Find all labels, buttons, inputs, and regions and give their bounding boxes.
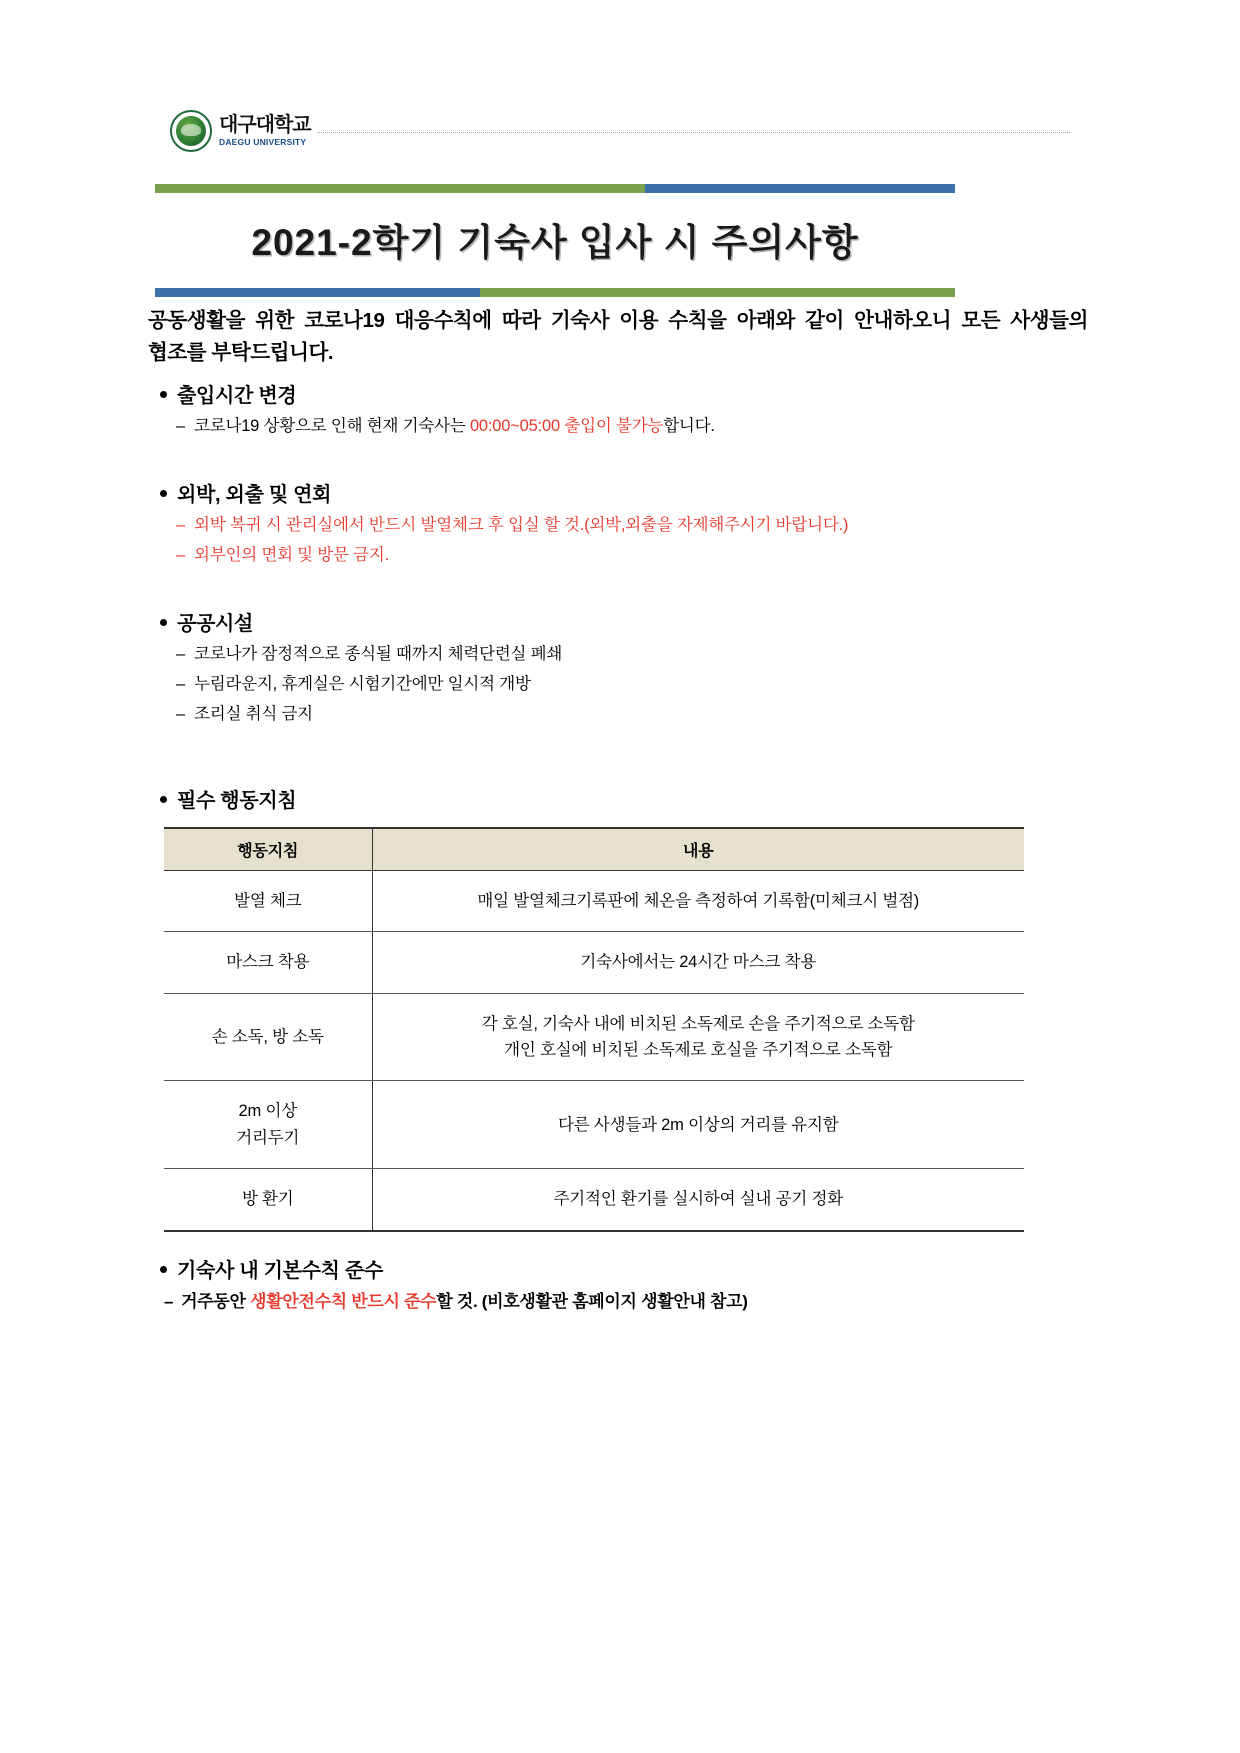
table-cell-guide: 발열 체크 <box>164 870 372 931</box>
dash-icon: – <box>176 674 185 693</box>
table-cell-guide-line2: 거리두기 <box>236 1128 300 1147</box>
text-pre: 거주동안 <box>181 1291 251 1311</box>
list-item-text: 코로나가 잠정적으로 종식될 때까지 체력단련실 폐쇄 <box>193 644 563 663</box>
table-cell-detail-line1: 각 호실, 기숙사 내에 비치된 소독제로 손을 주기적으로 소독함 <box>481 1014 915 1033</box>
document-body <box>148 305 1088 1312</box>
dash-icon: – <box>176 515 185 534</box>
table-row <box>164 932 1024 993</box>
section-basic-rules <box>148 1254 1088 1312</box>
bullet-dot-icon <box>160 796 167 803</box>
bullet-dot-icon <box>160 619 167 626</box>
dash-icon: – <box>164 1291 174 1311</box>
list-item-text <box>194 511 1088 539</box>
header-divider <box>317 132 1070 134</box>
section-heading <box>160 784 1088 813</box>
table-cell-detail: 기숙사에서는 24시간 마스크 착용 <box>372 932 1024 993</box>
university-logo-icon <box>170 110 212 152</box>
table-cell-guide: 방 환기 <box>164 1169 372 1231</box>
text-highlight: 00:00~05:00 출입이 불가능 <box>469 416 664 435</box>
table-row <box>164 1081 1024 1169</box>
list-item <box>176 670 1088 698</box>
logo-korean-name: 대구대학교 <box>219 114 311 137</box>
list-item-text <box>181 1287 747 1312</box>
text-main: 외박 복귀 시 관리실에서 반드시 발열체크 후 입실 할 것. <box>193 515 585 534</box>
list-item <box>176 700 1088 728</box>
list-item <box>176 640 1088 668</box>
section-entry-time <box>148 379 1088 440</box>
list-item-text: 누림라운지, 휴게실은 시험기간에만 일시적 개방 <box>193 674 531 693</box>
title-top-bar-blue <box>645 184 955 193</box>
table-cell-detail: 매일 발열체크기록판에 체온을 측정하여 기록함(미체크시 벌점) <box>372 870 1024 931</box>
section-heading <box>160 478 1088 507</box>
section-mandatory-guidelines <box>148 784 1088 1232</box>
dash-icon: – <box>176 644 185 663</box>
intro-paragraph: 공동생활을 위한 코로나19 대응수칙에 따라 기숙사 이용 수칙을 아래와 같이 안내하오니 모든 사생들의 협조를 부탁드립니다. <box>148 309 1088 364</box>
table-column-header-detail: 내용 <box>372 828 1024 871</box>
table-cell-guide: 손 소독, 방 소독 <box>164 993 372 1081</box>
section-heading-label: 외박, 외출 및 연회 <box>177 483 332 506</box>
table-cell-guide: 마스크 착용 <box>164 932 372 993</box>
bullet-dot-icon <box>160 1266 167 1273</box>
title-bottom-bar <box>155 288 955 297</box>
table-cell-guide <box>164 1081 372 1169</box>
table-row <box>164 1169 1024 1231</box>
guidelines-table <box>164 827 1024 1232</box>
section-heading <box>160 1254 1088 1283</box>
list-item-text: 조리실 취식 금지 <box>193 704 313 723</box>
section-heading <box>160 379 1088 408</box>
table-cell-detail: 다른 사생들과 2m 이상의 거리를 유지함 <box>372 1081 1024 1169</box>
table-cell-detail-line2: 개인 호실에 비치된 소독제로 호실을 주기적으로 소독함 <box>504 1040 893 1059</box>
list-item <box>164 1287 1088 1312</box>
dash-icon: – <box>176 545 185 564</box>
title-bottom-bar-green <box>480 288 955 297</box>
dash-icon: – <box>176 416 185 435</box>
table-cell-detail <box>372 993 1024 1081</box>
bullet-dot-icon <box>160 391 167 398</box>
guidelines-table-wrapper <box>164 827 1024 1232</box>
section-heading <box>160 607 1088 636</box>
title-top-bar-green <box>155 184 645 193</box>
text-post: 합니다. <box>663 416 715 435</box>
section-heading-label: 필수 행동지침 <box>177 789 297 812</box>
text-highlight: 생활안전수칙 반드시 준수 <box>250 1291 437 1311</box>
table-column-header-guide: 행동지침 <box>164 828 372 871</box>
page-title: 2021-2학기 기숙사 입사 시 주의사항 <box>251 222 859 263</box>
section-overnight-outing <box>148 478 1088 569</box>
list-item <box>176 541 1088 569</box>
section-public-facilities <box>148 607 1088 728</box>
list-item-text <box>194 412 1088 440</box>
table-cell-guide-line1: 2m 이상 <box>238 1102 297 1121</box>
logo-english-name: DAEGU UNIVERSITY <box>219 137 307 148</box>
text-tail: (외박,외출을 자제해주시기 바랍니다.) <box>584 515 849 534</box>
document-header <box>170 108 1070 154</box>
university-logo-text <box>219 115 311 147</box>
table-row <box>164 993 1024 1081</box>
table-cell-detail: 주기적인 환기를 실시하여 실내 공기 정화 <box>372 1169 1024 1231</box>
section-heading-label: 기숙사 내 기본수칙 준수 <box>177 1259 383 1282</box>
list-item <box>176 511 1088 539</box>
title-bottom-bar-blue <box>155 288 480 297</box>
text-post: 할 것. (비호생활관 홈페이지 생활안내 참고) <box>436 1291 748 1311</box>
list-item-text: 외부인의 면회 및 방문 금지. <box>193 545 390 564</box>
bullet-dot-icon <box>160 490 167 497</box>
dash-icon: – <box>176 704 185 723</box>
section-heading-label: 출입시간 변경 <box>177 384 297 407</box>
table-row <box>164 870 1024 931</box>
title-top-bar <box>155 184 955 193</box>
list-item <box>176 412 1088 440</box>
table-header-row <box>164 828 1024 871</box>
text-pre: 코로나19 상황으로 인해 현재 기숙사는 <box>193 416 470 435</box>
section-heading-label: 공공시설 <box>177 612 254 635</box>
